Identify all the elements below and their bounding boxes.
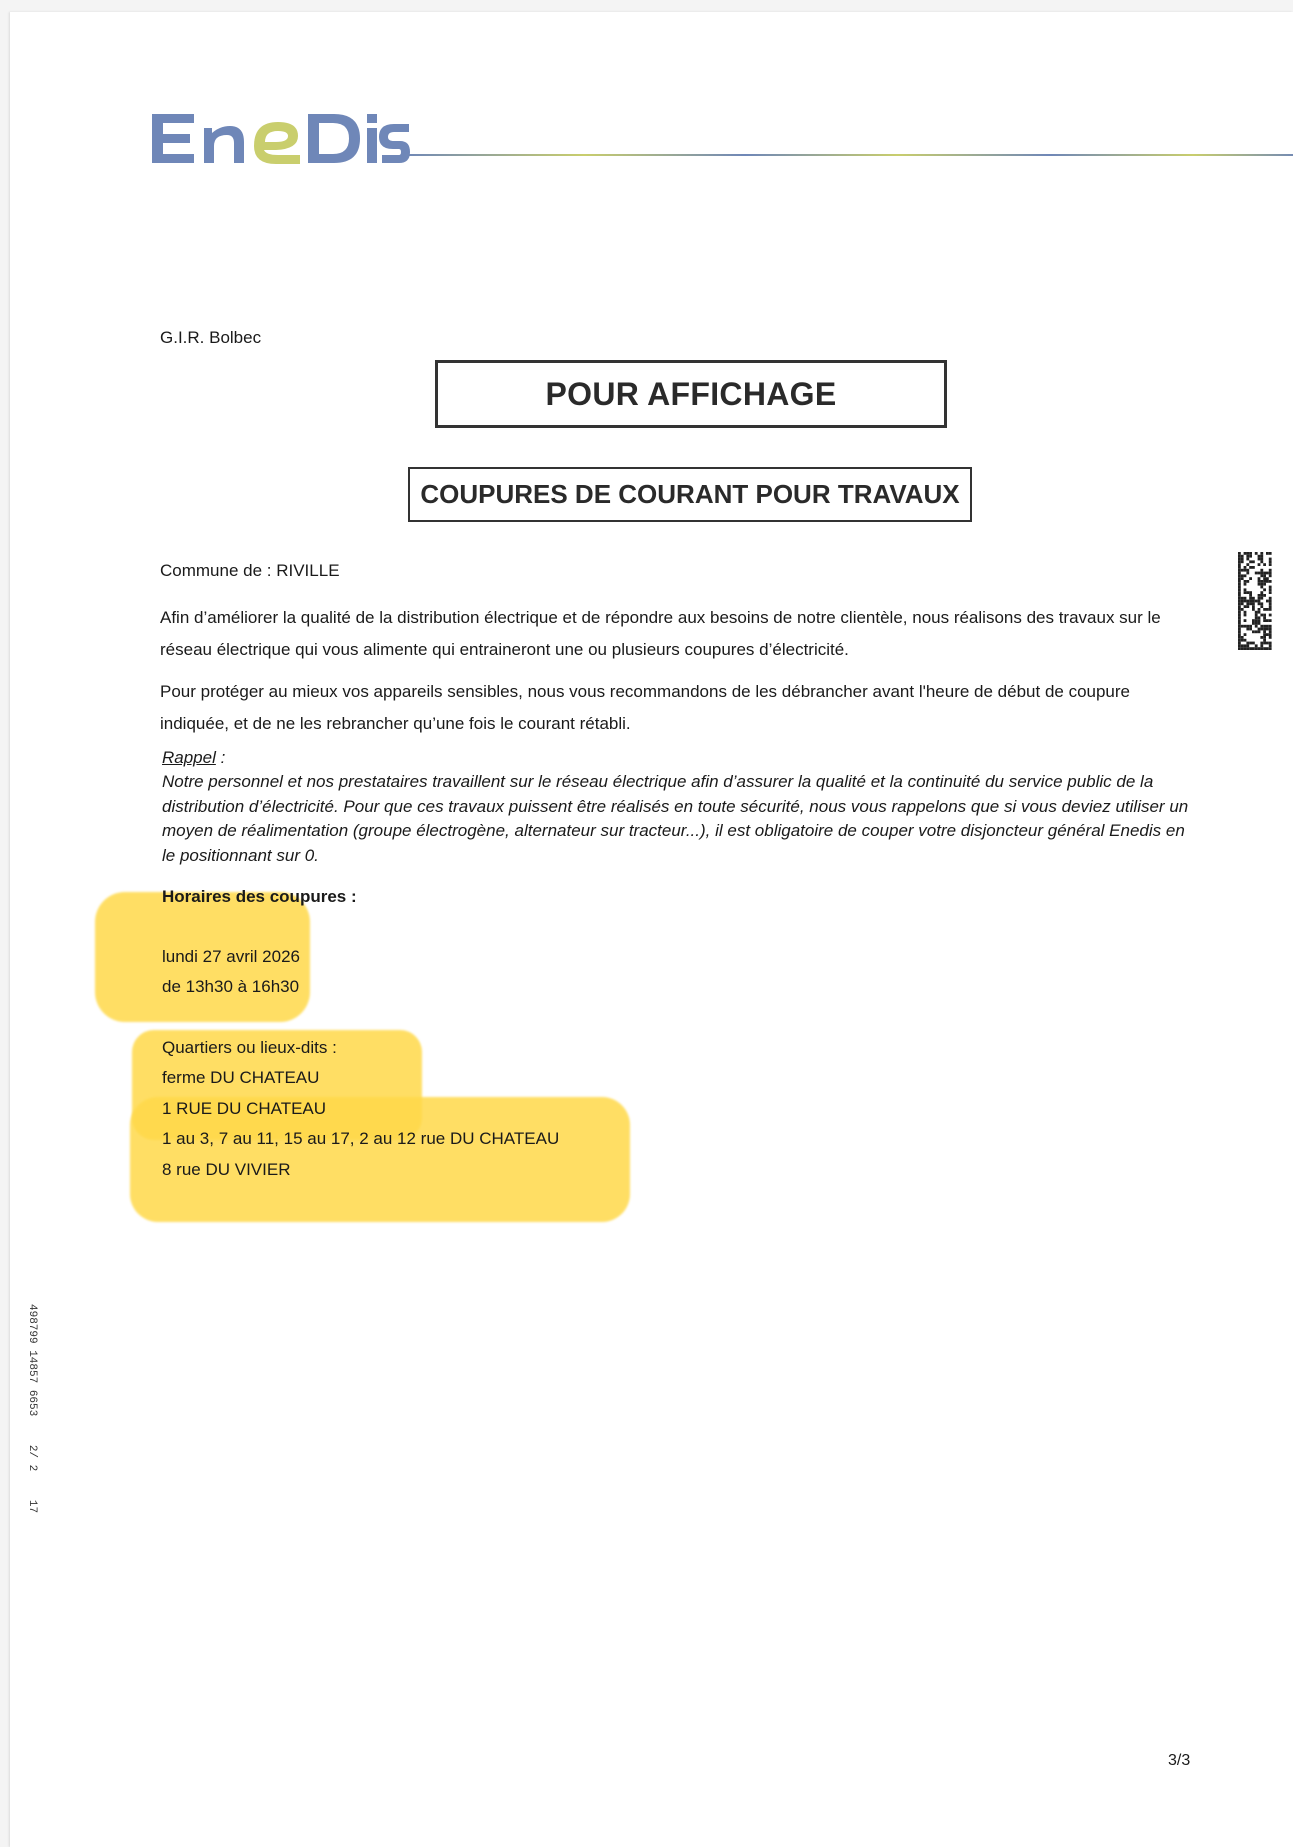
datamatrix-cell (1266, 608, 1269, 611)
datamatrix-cell (1258, 611, 1261, 614)
datamatrix-cell (1252, 642, 1255, 645)
datamatrix-cell (1269, 574, 1272, 577)
datamatrix-cell (1238, 569, 1241, 572)
outage-time: de 13h30 à 16h30 (162, 977, 300, 996)
datamatrix-cell (1260, 583, 1263, 586)
datamatrix-cell (1258, 619, 1261, 622)
side-reference-item: 498799 14857 6653 (26, 1304, 38, 1417)
datamatrix-cell (1260, 605, 1263, 608)
rappel-body: Notre personnel et nos prestataires travaillent sur le réseau électrique afin d’assurer la qualité et la continuité du service public de la distribution d’électricité. Pour que ces travaux puissent être réalisés en toute sécurité, nous vous rappelons que si vous deviez utiliser un moyen de réalimentation (groupe électrogène, alternateur sur tracteur...), il est obligatoire de couper votre disjoncteur général Enedis en le positionnant sur 0. (162, 772, 1189, 865)
datamatrix-cell (1238, 628, 1241, 631)
datamatrix-cell (1258, 602, 1261, 605)
datamatrix-cell (1269, 591, 1272, 594)
rappel-heading (162, 748, 225, 768)
datamatrix-cell (1263, 636, 1266, 639)
datamatrix-cell (1246, 558, 1249, 561)
datamatrix-cell (1263, 628, 1266, 631)
datamatrix-cell (1252, 605, 1255, 608)
datamatrix-cell (1269, 633, 1272, 636)
datamatrix-cell (1244, 605, 1247, 608)
location-item: 1 au 3, 7 au 11, 15 au 17, 2 au 12 rue DU CHATEAU (162, 1129, 560, 1148)
datamatrix-cell (1269, 605, 1272, 608)
datamatrix-cell (1249, 555, 1252, 558)
datamatrix-cell (1244, 647, 1247, 650)
datamatrix-cell (1269, 586, 1272, 589)
datamatrix-cell (1249, 597, 1252, 600)
datamatrix-cell (1238, 560, 1241, 563)
datamatrix-cell (1269, 563, 1272, 566)
datamatrix-cell (1246, 644, 1249, 647)
datamatrix-cell (1252, 647, 1255, 650)
datamatrix-cell (1263, 574, 1266, 577)
datamatrix-cell (1249, 577, 1252, 580)
side-reference (26, 1304, 38, 1535)
datamatrix-cell (1241, 597, 1244, 600)
datamatrix-cell (1241, 569, 1244, 572)
document-page (10, 12, 1293, 1847)
datamatrix-cell (1244, 569, 1247, 572)
datamatrix-cell (1269, 558, 1272, 561)
datamatrix-cell (1246, 600, 1249, 603)
datamatrix-cell (1238, 583, 1241, 586)
datamatrix-cell (1238, 636, 1241, 639)
datamatrix-cell (1246, 563, 1249, 566)
datamatrix-cell (1263, 619, 1266, 622)
datamatrix-cell (1238, 563, 1241, 566)
datamatrix-cell (1260, 647, 1263, 650)
datamatrix-cell (1244, 600, 1247, 603)
datamatrix-cell (1260, 597, 1263, 600)
datamatrix-cell (1244, 644, 1247, 647)
datamatrix-cell (1238, 574, 1241, 577)
datamatrix-cell (1238, 591, 1241, 594)
datamatrix-cell (1244, 625, 1247, 628)
datamatrix-cell (1244, 611, 1247, 614)
datamatrix-cell (1260, 552, 1263, 555)
datamatrix-cell (1249, 625, 1252, 628)
datamatrix-cell (1238, 611, 1241, 614)
datamatrix-cell (1249, 647, 1252, 650)
datamatrix-cell (1269, 552, 1272, 555)
datamatrix-cell (1263, 588, 1266, 591)
datamatrix-cell (1255, 625, 1258, 628)
locations-title: Quartiers ou lieux-dits : (162, 1038, 337, 1057)
datamatrix-cell (1252, 608, 1255, 611)
datamatrix-cell (1269, 588, 1272, 591)
datamatrix-cell (1249, 566, 1252, 569)
datamatrix-cell (1263, 594, 1266, 597)
datamatrix-cell (1260, 574, 1263, 577)
datamatrix-cell (1241, 574, 1244, 577)
datamatrix-cell (1238, 602, 1241, 605)
datamatrix-cell (1269, 602, 1272, 605)
datamatrix-cell (1263, 608, 1266, 611)
location-item: 8 rue DU VIVIER (162, 1160, 291, 1179)
datamatrix-cell (1260, 594, 1263, 597)
datamatrix-cell (1266, 633, 1269, 636)
datamatrix-cell (1238, 572, 1241, 575)
datamatrix-cell (1238, 588, 1241, 591)
datamatrix-cell (1260, 558, 1263, 561)
datamatrix-cell (1266, 600, 1269, 603)
datamatrix-cell (1241, 647, 1244, 650)
datamatrix-cell (1244, 588, 1247, 591)
datamatrix-cell (1269, 636, 1272, 639)
datamatrix-cell (1238, 555, 1241, 558)
datamatrix-cell (1260, 555, 1263, 558)
datamatrix-cell (1255, 647, 1258, 650)
datamatrix-cell (1238, 642, 1241, 645)
datamatrix-cell (1238, 633, 1241, 636)
datamatrix-cell (1255, 619, 1258, 622)
datamatrix-cell (1255, 622, 1258, 625)
datamatrix-cell (1244, 619, 1247, 622)
advice-paragraph: Pour protéger au mieux vos appareils sensibles, nous vous recommandons de les débrancher avant l'heure de début de coupure indiquée, et de ne les rebrancher qu’une fois le courant rétabli. (160, 682, 1131, 733)
datamatrix-cell (1269, 614, 1272, 617)
datamatrix-cell (1238, 622, 1241, 625)
datamatrix-cell (1241, 644, 1244, 647)
datamatrix-cell (1238, 597, 1241, 600)
datamatrix-cell (1249, 560, 1252, 563)
datamatrix-cell (1249, 642, 1252, 645)
datamatrix-cell (1258, 608, 1261, 611)
rappel-title-suffix: : (215, 748, 226, 767)
datamatrix-cell (1252, 622, 1255, 625)
datamatrix-cell (1258, 630, 1261, 633)
datamatrix-cell (1238, 644, 1241, 647)
datamatrix-cell (1252, 560, 1255, 563)
datamatrix-cell (1246, 569, 1249, 572)
datamatrix-cell (1241, 558, 1244, 561)
datamatrix-cell (1269, 569, 1272, 572)
datamatrix-cell (1260, 572, 1263, 575)
datamatrix-cell (1258, 583, 1261, 586)
datamatrix-cell (1249, 602, 1252, 605)
datamatrix-cell (1266, 647, 1269, 650)
datamatrix-cell (1246, 602, 1249, 605)
datamatrix-cell (1263, 630, 1266, 633)
datamatrix-cell (1260, 586, 1263, 589)
sender-name: G.I.R. Bolbec (160, 328, 262, 347)
datamatrix-cell (1255, 614, 1258, 617)
datamatrix-cell (1258, 555, 1261, 558)
datamatrix-cell (1252, 597, 1255, 600)
header-rule (405, 154, 1293, 156)
datamatrix-cell (1258, 622, 1261, 625)
datamatrix-cell (1269, 600, 1272, 603)
datamatrix-cell (1244, 639, 1247, 642)
datamatrix-cell (1263, 625, 1266, 628)
enedis-logo (148, 104, 410, 172)
datamatrix-cell (1258, 594, 1261, 597)
datamatrix-cell (1266, 580, 1269, 583)
datamatrix-cell (1238, 616, 1241, 619)
datamatrix-cell (1238, 586, 1241, 589)
datamatrix-cell (1263, 580, 1266, 583)
datamatrix-cell (1269, 630, 1272, 633)
datamatrix-cell (1269, 597, 1272, 600)
datamatrix-cell (1260, 560, 1263, 563)
page-number: 3/3 (1168, 1752, 1191, 1769)
datamatrix-cell (1266, 552, 1269, 555)
datamatrix-cell (1241, 560, 1244, 563)
datamatrix-cell (1255, 600, 1258, 603)
datamatrix-cell (1269, 580, 1272, 583)
datamatrix-cell (1263, 633, 1266, 636)
datamatrix-cell (1258, 580, 1261, 583)
datamatrix-cell (1241, 639, 1244, 642)
datamatrix-cell (1255, 644, 1258, 647)
datamatrix-cell (1252, 619, 1255, 622)
datamatrix-cell (1269, 625, 1272, 628)
datamatrix-cell (1246, 580, 1249, 583)
datamatrix-cell (1258, 597, 1261, 600)
datamatrix-cell (1260, 625, 1263, 628)
datamatrix-cell (1252, 630, 1255, 633)
datamatrix-cell (1255, 572, 1258, 575)
datamatrix-cell (1244, 591, 1247, 594)
datamatrix-cell (1255, 611, 1258, 614)
datamatrix-cell (1246, 555, 1249, 558)
datamatrix-cell (1269, 572, 1272, 575)
datamatrix-cell (1241, 600, 1244, 603)
datamatrix-cell (1238, 630, 1241, 633)
datamatrix-cell (1241, 602, 1244, 605)
datamatrix-cell (1263, 614, 1266, 617)
datamatrix-cell (1238, 558, 1241, 561)
datamatrix-cell (1244, 566, 1247, 569)
datamatrix-cell (1258, 628, 1261, 631)
intro-paragraph: Afin d’améliorer la qualité de la distribution électrique et de répondre aux besoins de notre clientèle, nous réalisons des travaux sur le réseau électrique qui vous alimente qui entraineront une ou plusieurs coupures d’électricité. (160, 608, 1161, 659)
datamatrix-cell (1269, 560, 1272, 563)
datamatrix-cell (1263, 639, 1266, 642)
datamatrix-cell (1249, 594, 1252, 597)
datamatrix-cell (1244, 574, 1247, 577)
datamatrix-cell (1266, 628, 1269, 631)
datamatrix-cell (1266, 642, 1269, 645)
datamatrix-cell (1266, 577, 1269, 580)
commune-label: Commune de : RIVILLE (160, 561, 340, 580)
datamatrix-cell (1238, 608, 1241, 611)
datamatrix-cell (1260, 636, 1263, 639)
datamatrix-cell (1258, 563, 1261, 566)
datamatrix-cell (1258, 600, 1261, 603)
outage-date: lundi 27 avril 2026 (162, 947, 300, 966)
datamatrix-cell (1258, 577, 1261, 580)
datamatrix-cell (1260, 628, 1263, 631)
datamatrix-cell (1241, 636, 1244, 639)
datamatrix-cell (1238, 619, 1241, 622)
datamatrix-cell (1269, 647, 1272, 650)
location-item: ferme DU CHATEAU (162, 1068, 320, 1087)
datamatrix-cell (1260, 580, 1263, 583)
datamatrix-cell (1238, 605, 1241, 608)
datamatrix-cell (1238, 566, 1241, 569)
datamatrix-cell (1244, 580, 1247, 583)
datamatrix-cell (1244, 597, 1247, 600)
datamatrix-cell (1244, 614, 1247, 617)
datamatrix-cell (1260, 602, 1263, 605)
datamatrix-cell (1269, 619, 1272, 622)
side-reference-item: 2/ 2 (26, 1444, 38, 1472)
datamatrix-cell (1269, 628, 1272, 631)
datamatrix-cell (1252, 602, 1255, 605)
datamatrix-cell (1238, 552, 1241, 555)
datamatrix-cell (1246, 625, 1249, 628)
location-item: 1 RUE DU CHATEAU (162, 1099, 327, 1118)
datamatrix-cell (1238, 580, 1241, 583)
datamatrix-cell (1260, 569, 1263, 572)
datamatrix-cell (1263, 583, 1266, 586)
datamatrix-cell (1266, 619, 1269, 622)
datamatrix-cell (1246, 628, 1249, 631)
datamatrix-cell (1258, 558, 1261, 561)
datamatrix-cell (1252, 600, 1255, 603)
datamatrix-cell (1244, 583, 1247, 586)
datamatrix-cell (1246, 605, 1249, 608)
datamatrix-cell (1241, 555, 1244, 558)
datamatrix-cell (1249, 628, 1252, 631)
datamatrix-cell (1238, 639, 1241, 642)
datamatrix-cell (1246, 591, 1249, 594)
datamatrix-cell (1249, 552, 1252, 555)
schedule-title: Horaires des coupures : (162, 887, 357, 906)
datamatrix-cell (1246, 552, 1249, 555)
datamatrix-cell (1252, 566, 1255, 569)
datamatrix-cell (1263, 563, 1266, 566)
datamatrix-cell (1260, 591, 1263, 594)
datamatrix-cell (1266, 625, 1269, 628)
rappel-title: Rappel (162, 748, 216, 767)
datamatrix-cell (1238, 614, 1241, 617)
datamatrix-cell (1238, 594, 1241, 597)
side-reference-item: 17 (26, 1499, 38, 1514)
datamatrix-cell (1260, 614, 1263, 617)
datamatrix-cell (1241, 577, 1244, 580)
datamatrix-cell (1244, 633, 1247, 636)
datamatrix-cell (1255, 552, 1258, 555)
datamatrix-cell (1244, 552, 1247, 555)
datamatrix-cell (1258, 647, 1261, 650)
datamatrix-cell (1255, 616, 1258, 619)
datamatrix-cell (1246, 572, 1249, 575)
datamatrix-cell (1241, 625, 1244, 628)
datamatrix-cell (1246, 642, 1249, 645)
datamatrix-cell (1249, 591, 1252, 594)
datamatrix-cell (1269, 644, 1272, 647)
datamatrix-cell (1263, 616, 1266, 619)
datamatrix-cell (1255, 630, 1258, 633)
posting-banner: POUR AFFICHAGE (435, 360, 947, 428)
datamatrix-cell (1269, 642, 1272, 645)
datamatrix-cell (1260, 644, 1263, 647)
datamatrix-cell (1266, 572, 1269, 575)
notice-subtitle: COUPURES DE COURANT POUR TRAVAUX (408, 467, 972, 522)
datamatrix-cell (1258, 616, 1261, 619)
datamatrix-cell (1263, 577, 1266, 580)
datamatrix-cell (1260, 642, 1263, 645)
datamatrix-cell (1241, 608, 1244, 611)
datamatrix-cell (1246, 647, 1249, 650)
datamatrix-cell (1263, 572, 1266, 575)
datamatrix-code (1238, 552, 1272, 652)
datamatrix-cell (1263, 642, 1266, 645)
datamatrix-cell (1269, 608, 1272, 611)
datamatrix-cell (1263, 647, 1266, 650)
datamatrix-cell (1238, 647, 1241, 650)
datamatrix-cell (1238, 625, 1241, 628)
datamatrix-cell (1258, 572, 1261, 575)
datamatrix-cell (1238, 600, 1241, 603)
datamatrix-cell (1249, 600, 1252, 603)
datamatrix-cell (1238, 577, 1241, 580)
